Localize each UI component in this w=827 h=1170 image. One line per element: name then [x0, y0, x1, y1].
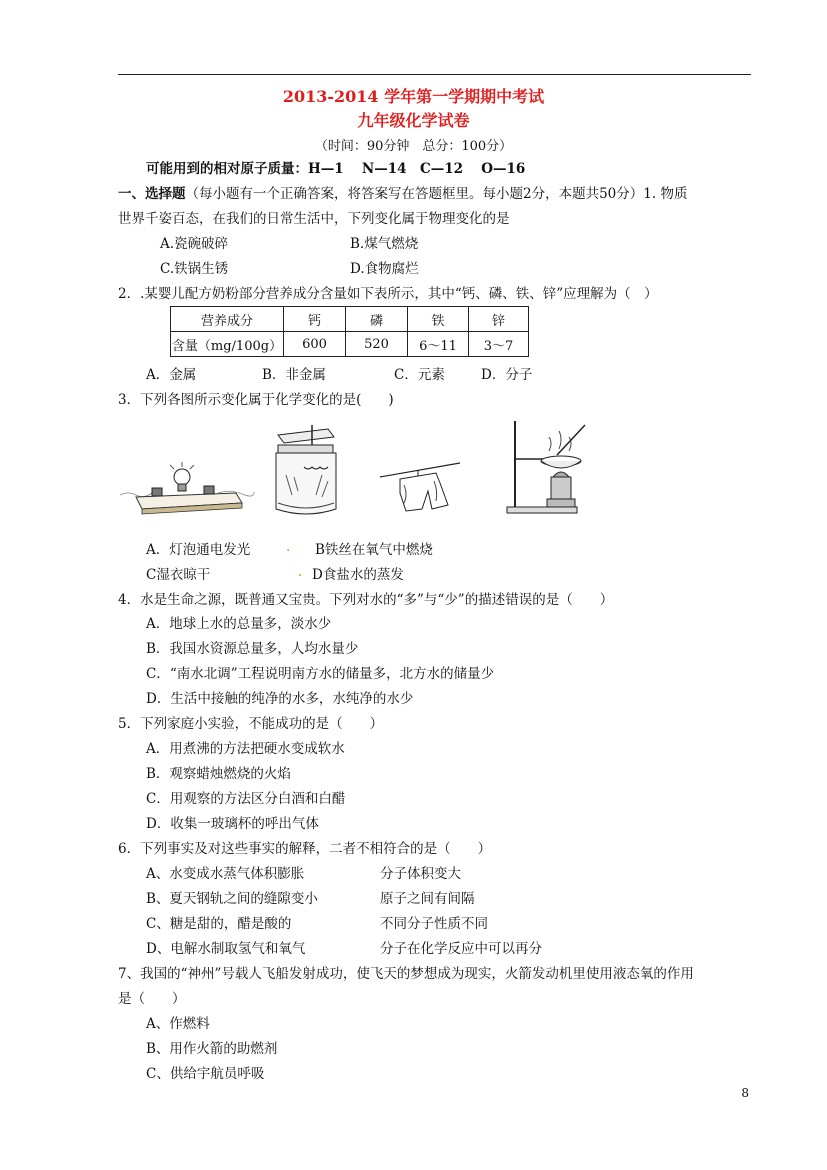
- q5-option-b: B．观察蜡烛燃烧的火焰: [146, 766, 291, 782]
- q4-option-b: B．我国水资源总量多，人均水量少: [146, 641, 359, 657]
- q1-stem: 世界千姿百态，在我们的日常生活中，下列变化属于物理变化的是: [118, 211, 510, 227]
- section-instructions: （每小题有一个正确答案，将答案写在答题框里。每小题2分，本题共50分）1. 物质: [185, 186, 688, 202]
- evaporation-figure: [505, 415, 605, 515]
- section-heading: 一、选择题: [118, 186, 186, 202]
- lamp-figure: [118, 455, 258, 515]
- q2-option-c: C．元素: [394, 367, 445, 383]
- table-cell: 钙: [284, 307, 346, 332]
- time-info: （时间：90分钟 总分：100分）: [314, 139, 513, 154]
- q3-option-a: A．灯泡通电发光: [146, 542, 251, 558]
- q4-option-a: A．地球上水的总量多，淡水少: [146, 616, 332, 632]
- q6-option-b-explanation: 原子之间有间隔: [380, 891, 475, 907]
- q3-dot-1: .: [286, 539, 291, 555]
- q1-option-c: C.铁锅生锈: [160, 261, 229, 277]
- atomic-mass-line: 可能用到的相对原子质量：H—1 N—14 C—12 O—16: [146, 161, 526, 177]
- q6-option-b-fact: B、夏天钢轨之间的缝隙变小: [146, 891, 318, 907]
- q2-option-d: D．分子: [481, 367, 533, 383]
- q7-stem-cont: 是（ ）: [118, 991, 186, 1007]
- table-cell: 600: [284, 332, 346, 357]
- q7-option-a: A、作燃料: [146, 1016, 210, 1032]
- q6-option-a-fact: A、水变成水蒸气体积膨胀: [146, 866, 305, 882]
- table-cell: 6～11: [408, 332, 469, 357]
- table-row: [171, 332, 529, 357]
- table-cell: 铁: [408, 307, 469, 332]
- q3-stem: 3．下列各图所示变化属于化学变化的是( ): [118, 392, 394, 408]
- iron-wire-jar-figure: [268, 425, 343, 520]
- table-cell: 520: [346, 332, 408, 357]
- q5-option-c: C．用观察的方法区分白酒和白醋: [146, 791, 346, 807]
- wet-clothes-figure: [378, 455, 463, 515]
- exam-subtitle: 九年级化学试卷: [357, 111, 470, 130]
- q1-option-b: B.煤气燃烧: [350, 236, 419, 252]
- q1-option-d: D.食物腐烂: [350, 261, 419, 277]
- q5-option-a: A．用煮沸的方法把硬水变成软水: [146, 741, 345, 757]
- exam-title: 2013-2014 学年第一学期期中考试: [282, 87, 545, 106]
- q6-option-d-fact: D、电解水制取氢气和氧气: [146, 941, 306, 957]
- q2-option-a: A．金属: [146, 367, 197, 383]
- q1-option-a: A.瓷碗破碎: [160, 236, 229, 252]
- table-header-row: [171, 307, 529, 332]
- q2-stem: 2．.某婴儿配方奶粉部分营养成分含量如下表所示，其中“钙、磷、铁、锌”应理解为（ ）: [118, 286, 658, 302]
- q5-stem: 5．下列家庭小实验，不能成功的是（ ）: [118, 716, 384, 732]
- q3-dot-2: .: [298, 564, 303, 580]
- table-cell: 磷: [346, 307, 408, 332]
- q3-option-b: B铁丝在氧气中燃烧: [315, 542, 433, 558]
- table-cell: 含量（mg/100g）: [171, 332, 284, 357]
- page-number: 8: [741, 1086, 749, 1100]
- top-rule: [118, 74, 751, 75]
- q3-option-d: D食盐水的蒸发: [312, 567, 404, 583]
- q4-stem: 4．水是生命之源，既普通又宝贵。下列对水的“多”与“少”的描述错误的是（ ）: [118, 592, 614, 608]
- table-cell: 3～7: [469, 332, 529, 357]
- q5-option-d: D．收集一玻璃杯的呼出气体: [146, 816, 319, 832]
- section1-intro: [118, 185, 687, 203]
- q7-option-c: C、供给宇航员呼吸: [146, 1066, 265, 1082]
- q6-option-d-explanation: 分子在化学反应中可以再分: [380, 941, 542, 957]
- table-cell: 锌: [469, 307, 529, 332]
- q6-stem: 6．下列事实及对这些事实的解释，二者不相符合的是（ ）: [118, 841, 492, 857]
- q2-option-b: B．非金属: [262, 367, 326, 383]
- nutrition-table: [170, 306, 529, 357]
- q3-option-c: C湿衣晾干: [146, 567, 211, 583]
- q6-option-c-fact: C、糖是甜的，醋是酸的: [146, 916, 292, 932]
- q4-option-d: D．生活中接触的纯净的水多，水纯净的水少: [146, 691, 414, 707]
- table-cell: 营养成分: [171, 307, 284, 332]
- q6-option-a-explanation: 分子体积变大: [380, 866, 461, 882]
- q7-option-b: B、用作火箭的助燃剂: [146, 1041, 278, 1057]
- q7-stem: 7、我国的“神州”号载人飞船发射成功，使飞天的梦想成为现实，火箭发动机里使用液态氧的作用: [118, 966, 694, 982]
- q6-option-c-explanation: 不同分子性质不同: [380, 916, 488, 932]
- q4-option-c: C．“南水北调”工程说明南方水的储量多，北方水的储量少: [146, 666, 495, 682]
